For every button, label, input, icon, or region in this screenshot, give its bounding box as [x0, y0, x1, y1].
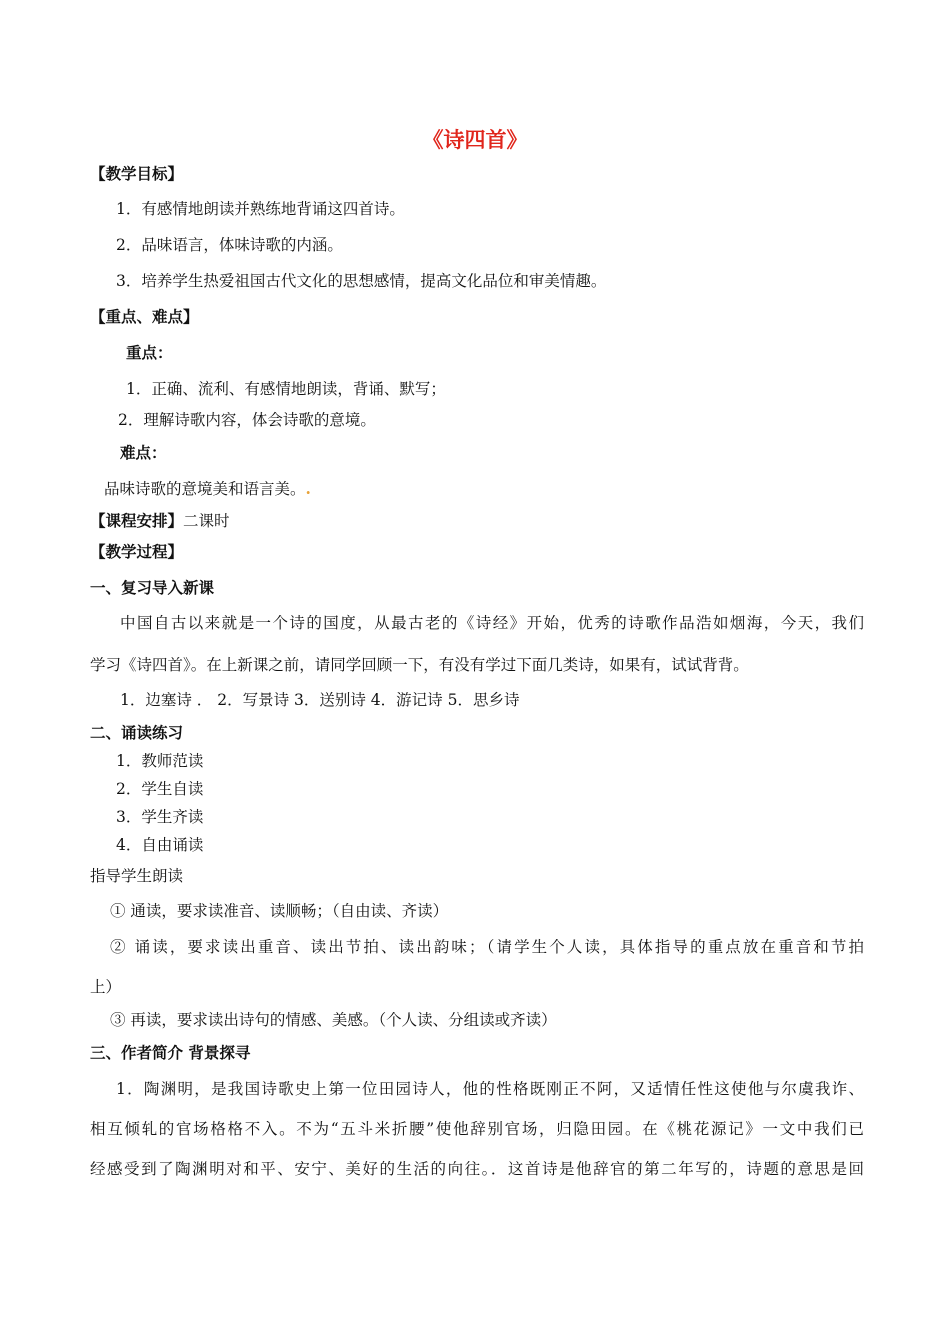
section1-heading: 一、复习导入新课	[90, 579, 215, 597]
schedule-line	[90, 511, 230, 531]
difficulty-text: 品味诗歌的意境美和语言美。.	[104, 479, 311, 498]
focus-item-2: 2．理解诗歌内容，体会诗歌的意境。	[118, 411, 376, 429]
objective-item-3: 3．培养学生热爱祖国古代文化的思想感情，提高文化品位和审美情趣。	[116, 272, 607, 290]
section3-heading: 三、作者简介 背景探寻	[90, 1044, 251, 1062]
reading-guide-label: 指导学生朗读	[90, 867, 184, 885]
page-title: 《诗四首》	[422, 128, 528, 152]
section1-paragraph-line2: 学习《诗四首》。在上新课之前，请同学回顾一下，有没有学过下面几类诗，如果有，试试背背。	[90, 656, 749, 674]
reading-item-3: 3．学生齐读	[116, 808, 204, 826]
reading-item-4: 4．自由诵读	[116, 836, 204, 854]
section3-paragraph-line1: 1．陶渊明，是我国诗歌史上第一位田园诗人，他的性格既刚正不阿，又适情任性这使他与尔虞我诈、	[116, 1080, 864, 1098]
focus-item-1: 1．正确、流利、有感情地朗读，背诵、默写；	[126, 380, 446, 398]
process-heading: 【教学过程】	[90, 543, 184, 561]
schedule-heading: 【课程安排】	[90, 512, 184, 530]
key-points-heading: 【重点、难点】	[90, 308, 199, 326]
objectives-heading: 【教学目标】	[90, 165, 184, 183]
reading-item-1: 1．教师范读	[116, 752, 204, 770]
section3-paragraph-line3: 经感受到了陶渊明对和平、安宁、美好的生活的向往。．这首诗是他辞官的第二年写的，诗题的意思是回	[90, 1160, 864, 1178]
section1-paragraph-line1: 中国自古以来就是一个诗的国度，从最古老的《诗经》开始，优秀的诗歌作品浩如烟海，今天，我们	[120, 614, 864, 632]
objective-item-2: 2．品味语言，体味诗歌的内涵。	[116, 236, 343, 254]
section3-paragraph-line2: 相互倾轧的官场格格不入。不为“五斗米折腰”使他辞别官场，归隐田园。在《桃花源记》一文中我们已	[90, 1120, 864, 1138]
poem-type-list: 1．边塞诗 ． 2．写景诗 3．送别诗 4．游记诗 5．思乡诗	[120, 691, 520, 709]
objective-item-1: 1．有感情地朗读并熟练地背诵这四首诗。	[116, 200, 405, 218]
reading-step-2-line2: 上）	[90, 978, 122, 996]
reading-step-1: ① 通读，要求读准音、读顺畅；（自由读、齐读）	[110, 902, 449, 920]
reading-step-3: ③ 再读，要求读出诗句的情感、美感。（个人读、分组读或齐读）	[110, 1011, 557, 1029]
schedule-value: 二课时	[183, 512, 230, 530]
focus-label: 重点：	[126, 344, 173, 362]
reading-step-2-line1: ② 诵读，要求读出重音、读出节拍、读出韵味；（请学生个人读，具体指导的重点放在重音和节拍	[110, 938, 864, 956]
margin-mark: .	[305, 479, 311, 498]
section2-heading: 二、诵读练习	[90, 724, 184, 742]
reading-item-2: 2．学生自读	[116, 780, 204, 798]
difficulty-label: 难点：	[120, 444, 167, 462]
